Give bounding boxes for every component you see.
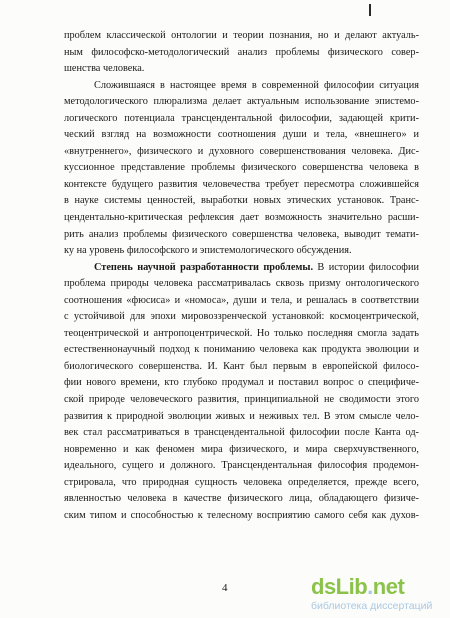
text-line: ку на уровень философского и эпистемологического обсуждения.: [64, 245, 352, 257]
text-line: новременно и как феномен мира физического, и мира сверхчувственного,: [64, 443, 419, 455]
watermark[interactable]: [311, 575, 446, 615]
text-line: ческий взгляд на возможности соотношения души и тела, «внешнего» и: [64, 129, 419, 141]
text-line: стрировала, что природная сущность человека определяется, прежде всего,: [64, 476, 419, 488]
text-line: соотношения «фюсиса» и «номоса», души и тела, и решалась в соответствии: [64, 294, 419, 306]
text-line: методологического плюрализма делает актуальным использование эпистемо-: [64, 96, 419, 108]
logo-dot: .: [367, 574, 373, 599]
scan-mark: [369, 4, 371, 16]
text-line: ским типом и способностью к телесному восприятию самого себя как духов-: [64, 509, 419, 521]
text-line: куссионное представление проблемы физического совершенства человека в: [64, 162, 419, 174]
text-fragment: В истории философии: [313, 261, 419, 273]
text-line: шенства человека.: [64, 63, 145, 75]
logo-main: dsLib: [311, 574, 368, 599]
text-line: с устойчивой для эпохи мировоззренческой установкой: космоцентрической,: [64, 311, 419, 323]
section-heading: Степень научной разработанности проблемы.: [94, 261, 314, 273]
text-line: логического потенциала трансцендентальной философии, задающей крити-: [64, 112, 419, 124]
text-line: проблем классической онтологии и теории познания, но и делают актуаль-: [64, 30, 419, 41]
text-line: биологического совершенства. И. Кант был первым в европейской филосо-: [64, 360, 419, 372]
text-line: ской природе человеческого развития, принципиальной не сводимости этого: [64, 394, 419, 406]
text-line: развития к природной эволюции живых и неживых тел. В этом смысле чело-: [64, 410, 419, 422]
body-text: [64, 28, 419, 524]
text-line: век стал рассматриваться в трансцендентальной философии после Канта од-: [64, 427, 419, 439]
text-line: проблема природы человека рассматривалась сквозь призму онтологического: [64, 278, 419, 290]
page-number: 4: [222, 582, 228, 594]
watermark-logo[interactable]: [311, 575, 404, 599]
text-line: контексте будущего развития человечества требует пересмотра сложившейся: [64, 178, 419, 190]
text-line: фии нового времени, кто глубоко продумал и поставил вопрос о специфиче-: [64, 377, 419, 389]
text-line: «внутреннего», физического и духовного совершенствования человека. Дис-: [64, 145, 419, 157]
text-line: естественнонаучный подход к пониманию человека как продукта эволюции и: [64, 344, 419, 356]
text-line: ным философско-методологический анализ проблемы физического совер-: [64, 46, 419, 58]
text-line: Сложившаяся в настоящее время в современной философии ситуация: [94, 79, 419, 91]
watermark-subtitle: библиотека диссертаций: [311, 600, 433, 612]
text-line: явленностью человека в качестве физического лица, обладающего физиче-: [64, 493, 419, 505]
text-line: рить анализ проблемы физического совершенства человека, выводит темати-: [64, 228, 419, 240]
text-line: теоцентрической и антропоцентрической. Но только последняя смогла задать: [64, 327, 419, 339]
text-line: идеального, сущего и должного. Трансцендентальная философия продемон-: [64, 460, 419, 472]
text-line: [64, 260, 419, 277]
logo-tld: net: [372, 574, 405, 599]
text-line: цендентально-критическая рефлексия дает возможность значительно расши-: [64, 212, 419, 224]
text-line: в науке системы ценностей, выработки новых этических установок. Транс-: [64, 195, 419, 207]
